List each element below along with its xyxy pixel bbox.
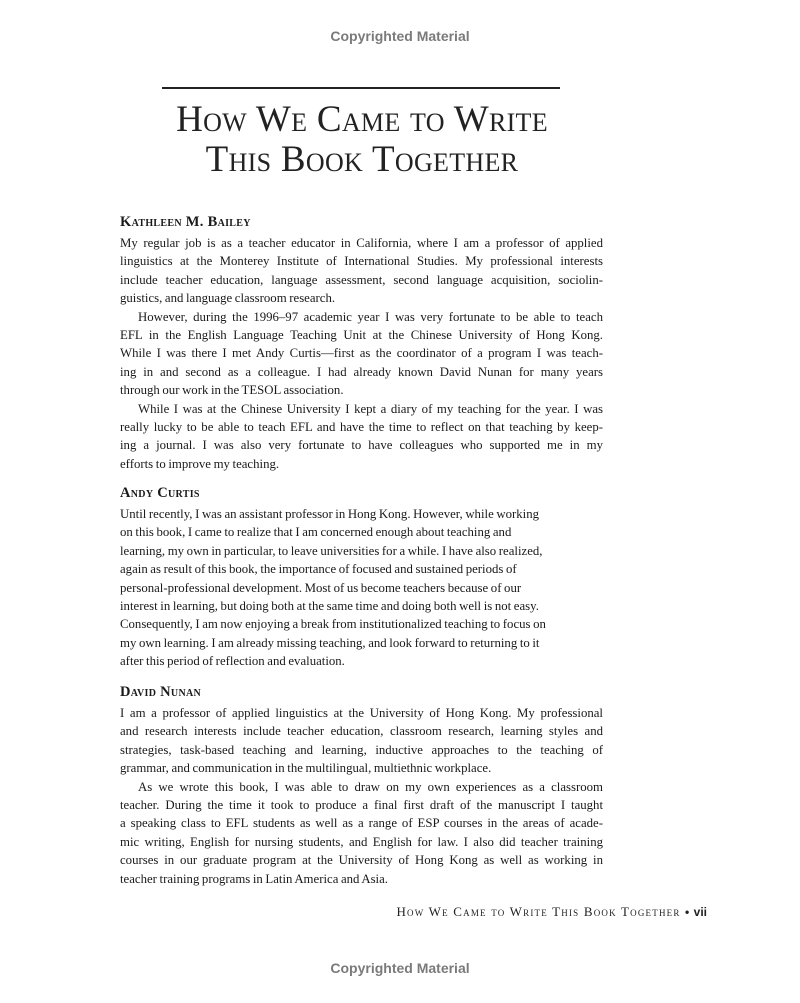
- text-line: As we wrote this book, I was able to draw on my own experiences as a classroom: [138, 779, 603, 794]
- text-line: grammar, and communication in the multilingual, multiethnic workplace.: [120, 761, 492, 776]
- text-line: interest in learning, but doing both at the same time and doing both well is not easy.: [120, 598, 539, 613]
- text-line: and research interests include teacher education, classroom research, learning styles and: [120, 724, 603, 739]
- text-line: efforts to improve my teaching.: [120, 456, 280, 471]
- text-line: linguistics at the Monterey Institute of International Studies. My professional interests: [120, 254, 603, 269]
- text-line: courses in our graduate program at the University of Hong Kong as well as working in: [120, 853, 603, 868]
- text-line: personal-professional development. Most of us become teachers because of our: [120, 580, 522, 595]
- text-line: I am a professor of applied linguistics at the University of Hong Kong. My professional: [120, 706, 603, 720]
- page-number: vii: [693, 905, 707, 919]
- text-line: ing a journal. I was also very fortunate to have colleagues who supported me in my: [120, 438, 603, 453]
- author-section: [120, 484, 603, 671]
- text-line: EFL in the English Language Teaching Unit at the Chinese University of Hong Kong.: [120, 327, 603, 342]
- text-line: through our work in the TESOL association.: [120, 383, 344, 398]
- title-rule: [162, 87, 560, 89]
- text-line: teacher. During the time it took to produce a final first draft of the manuscript I taught: [120, 797, 603, 812]
- paragraph: [120, 234, 603, 308]
- chapter-title-line1: How We Came to Write: [176, 99, 548, 140]
- text-line: However, during the 1996–97 academic year I was very fortunate to be able to teach: [138, 309, 603, 324]
- author-section: [120, 213, 603, 473]
- text-line: Consequently, I am now enjoying a break from institutionalized teaching to focus on: [120, 617, 546, 632]
- text-line: on this book, I came to realize that I am concerned enough about teaching and: [120, 525, 512, 540]
- author-heading: Andy Curtis: [120, 485, 200, 501]
- text-line: While I was there I met Andy Curtis—first as the coordinator of a program I was teach-: [120, 346, 603, 361]
- watermark-top: Copyrighted Material: [330, 28, 470, 44]
- text-line: learning, my own in particular, to leave universities for a while. I have also realized,: [120, 543, 543, 558]
- running-footer: [396, 904, 707, 920]
- chapter-title-line2: This Book Together: [205, 139, 519, 180]
- author-heading: Kathleen M. Bailey: [120, 214, 251, 230]
- text-line: guistics, and language classroom research.: [120, 291, 336, 306]
- paragraph: [120, 704, 603, 778]
- text-line: strategies, task-based teaching and learning, inductive approaches to the teaching of: [120, 742, 603, 757]
- text-line: include teacher education, language assessment, second language acquisition, sociolin-: [120, 272, 603, 287]
- text-line: My regular job is as a teacher educator in California, where I am a professor of applied: [120, 236, 603, 250]
- author-heading: David Nunan: [120, 684, 202, 700]
- text-line: teacher training programs in Latin America and Asia.: [120, 871, 388, 886]
- text-line: a speaking class to EFL students as well as a range of ESP courses in the areas of acade-: [120, 816, 603, 831]
- text-line: after this period of reflection and evaluation.: [120, 654, 345, 669]
- running-head: How We Came to Write This Book Together: [396, 904, 681, 919]
- watermark-bottom: Copyrighted Material: [330, 960, 470, 976]
- author-section: [120, 683, 603, 888]
- paragraph: [120, 505, 603, 671]
- paragraph: [120, 400, 603, 474]
- text-line: Until recently, I was an assistant professor in Hong Kong. However, while working: [120, 507, 539, 521]
- paragraph: [120, 778, 603, 888]
- text-line: ing in and second as a colleague. I had already known David Nunan for many years: [120, 364, 603, 379]
- text-line: While I was at the Chinese University I kept a diary of my teaching for the year. I was: [138, 401, 603, 416]
- text-line: mic writing, English for nursing students, and English for law. I also did teacher training: [120, 834, 603, 849]
- text-line: really lucky to be able to teach EFL and have the time to reflect on that teaching by keep-: [120, 419, 603, 434]
- text-line: again as result of this book, the importance of focused and sustained periods of: [120, 562, 517, 577]
- paragraph: [120, 308, 603, 400]
- footer-bullet: •: [685, 905, 690, 919]
- text-line: my own learning. I am already missing teaching, and look forward to returning to it: [120, 635, 540, 650]
